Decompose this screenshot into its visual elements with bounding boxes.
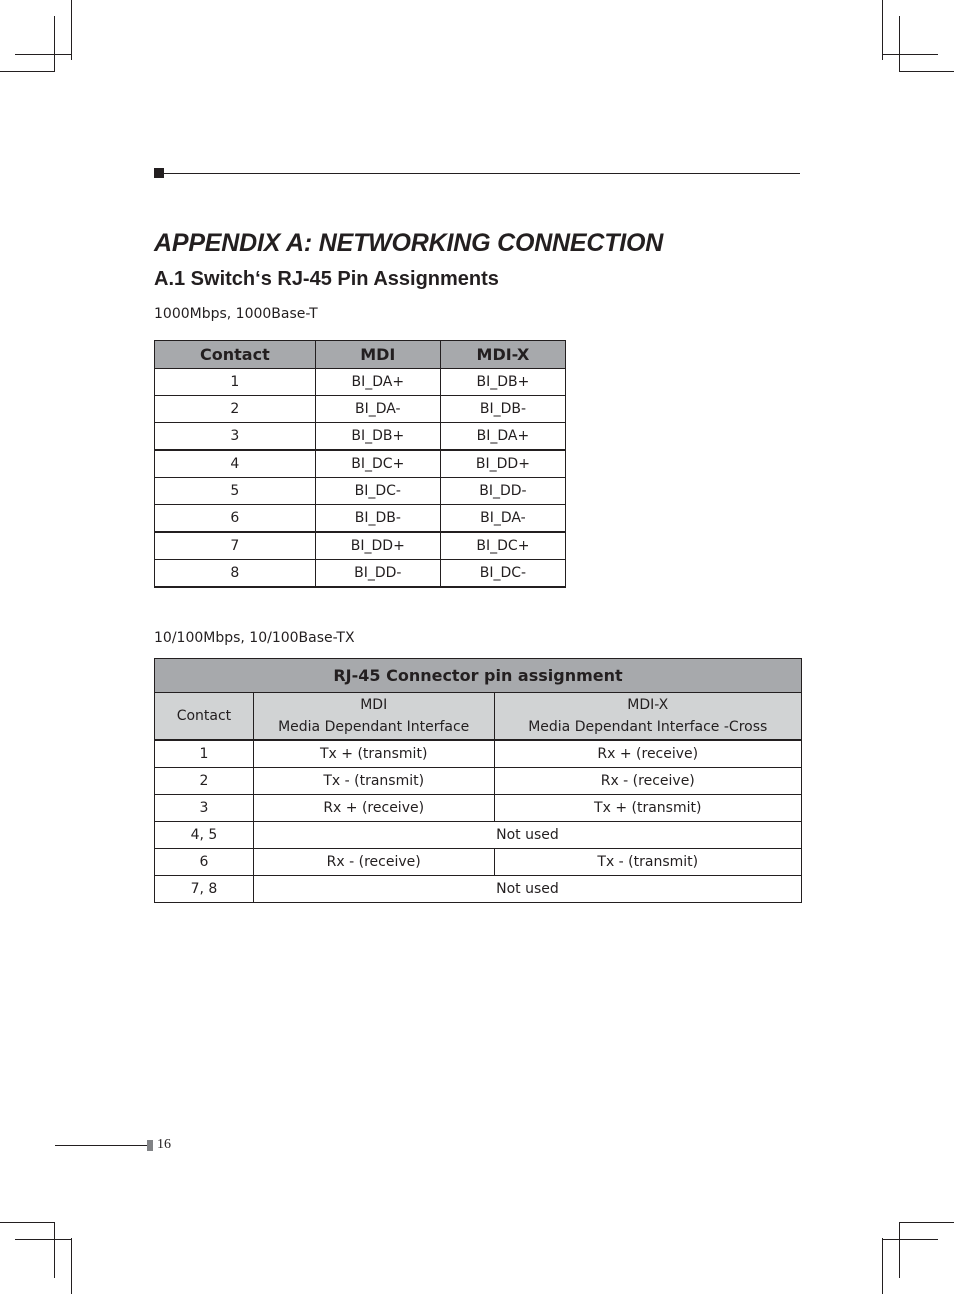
cell-mdi: Tx + (transmit)	[253, 740, 494, 768]
cell-contact: 2	[155, 768, 254, 795]
crop-mark	[899, 71, 954, 72]
cell-contact: 1	[155, 740, 254, 768]
cell-mdi: BI_DC-	[315, 478, 440, 505]
cell-mdix: Tx - (transmit)	[494, 849, 801, 876]
cell-contact: 8	[155, 560, 316, 588]
table-row	[155, 505, 566, 533]
cell-mdix: BI_DC-	[440, 560, 565, 588]
cell-contact: 1	[155, 369, 316, 396]
cell-contact: 3	[155, 795, 254, 822]
crop-mark	[899, 1222, 954, 1223]
cell-not-used: Not used	[253, 876, 801, 903]
cell-mdi: Rx - (receive)	[253, 849, 494, 876]
cell-mdi: BI_DB+	[315, 423, 440, 451]
cell-mdi: BI_DA-	[315, 396, 440, 423]
cell-mdix: BI_DB+	[440, 369, 565, 396]
cell-mdix: Tx + (transmit)	[494, 795, 801, 822]
header-mdix-label: MDI-X	[627, 697, 669, 713]
footer-rule-marker	[147, 1140, 153, 1151]
crop-mark	[15, 1239, 71, 1240]
table-row	[155, 560, 566, 588]
cell-contact: 5	[155, 478, 316, 505]
cell-contact: 4, 5	[155, 822, 254, 849]
cell-mdi: BI_DA+	[315, 369, 440, 396]
table-1000-caption: 1000Mbps, 1000Base-T	[154, 306, 318, 322]
table-header-row	[155, 693, 802, 741]
header-rule-marker	[154, 168, 164, 178]
cell-mdi: BI_DD+	[315, 532, 440, 560]
table-row	[155, 450, 566, 478]
table-100-caption: 10/100Mbps, 10/100Base-TX	[154, 630, 355, 646]
crop-mark	[54, 1222, 55, 1278]
table-row	[155, 740, 802, 768]
crop-mark	[0, 1222, 55, 1223]
header-mdi-label: MDI	[360, 697, 388, 713]
table-row	[155, 822, 802, 849]
header-contact: Contact	[155, 693, 254, 741]
crop-mark	[71, 0, 72, 60]
crop-mark	[0, 71, 55, 72]
header-mdix-sublabel: Media Dependant Interface -Cross	[528, 719, 768, 735]
section-title: A.1 Switch‘s RJ-45 Pin Assignments	[154, 268, 499, 290]
cell-contact: 6	[155, 849, 254, 876]
cell-mdi: BI_DC+	[315, 450, 440, 478]
table-row	[155, 849, 802, 876]
crop-mark	[15, 54, 71, 55]
table-row	[155, 795, 802, 822]
header-contact: Contact	[155, 341, 316, 369]
table-row	[155, 423, 566, 451]
table-row	[155, 768, 802, 795]
crop-mark	[71, 1238, 72, 1294]
crop-mark	[54, 16, 55, 71]
cell-contact: 2	[155, 396, 316, 423]
crop-mark	[899, 16, 900, 71]
header-mdix: MDI-X	[440, 341, 565, 369]
cell-contact: 7	[155, 532, 316, 560]
table-row	[155, 369, 566, 396]
cell-mdi: BI_DD-	[315, 560, 440, 588]
appendix-title: APPENDIX A: NETWORKING CONNECTION	[154, 229, 664, 257]
table-row	[155, 396, 566, 423]
table-title: RJ-45 Connector pin assignment	[155, 659, 802, 693]
cell-mdi: BI_DB-	[315, 505, 440, 533]
crop-mark	[899, 1222, 900, 1278]
table-title-row	[155, 659, 802, 693]
footer-rule	[55, 1145, 147, 1146]
page-number: 16	[157, 1137, 171, 1152]
header-rule	[164, 173, 800, 174]
table-row	[155, 876, 802, 903]
crop-mark	[882, 1238, 883, 1294]
cell-contact: 6	[155, 505, 316, 533]
cell-mdi: Rx + (receive)	[253, 795, 494, 822]
cell-contact: 7, 8	[155, 876, 254, 903]
header-mdi-sublabel: Media Dependant Interface	[278, 719, 470, 735]
crop-mark	[882, 1239, 938, 1240]
pin-table-1000base-t	[154, 340, 566, 588]
pin-table-100base-tx	[154, 658, 802, 903]
cell-mdix: Rx - (receive)	[494, 768, 801, 795]
header-mdix	[494, 693, 801, 741]
header-mdi	[253, 693, 494, 741]
table-header-row	[155, 341, 566, 369]
cell-mdix: Rx + (receive)	[494, 740, 801, 768]
cell-mdix: BI_DD-	[440, 478, 565, 505]
cell-mdi: Tx - (transmit)	[253, 768, 494, 795]
cell-mdix: BI_DA+	[440, 423, 565, 451]
cell-mdix: BI_DA-	[440, 505, 565, 533]
crop-mark	[882, 0, 883, 60]
cell-not-used: Not used	[253, 822, 801, 849]
header-mdi: MDI	[315, 341, 440, 369]
cell-mdix: BI_DC+	[440, 532, 565, 560]
cell-contact: 4	[155, 450, 316, 478]
cell-contact: 3	[155, 423, 316, 451]
cell-mdix: BI_DB-	[440, 396, 565, 423]
cell-mdix: BI_DD+	[440, 450, 565, 478]
table-row	[155, 478, 566, 505]
table-row	[155, 532, 566, 560]
crop-mark	[882, 54, 938, 55]
